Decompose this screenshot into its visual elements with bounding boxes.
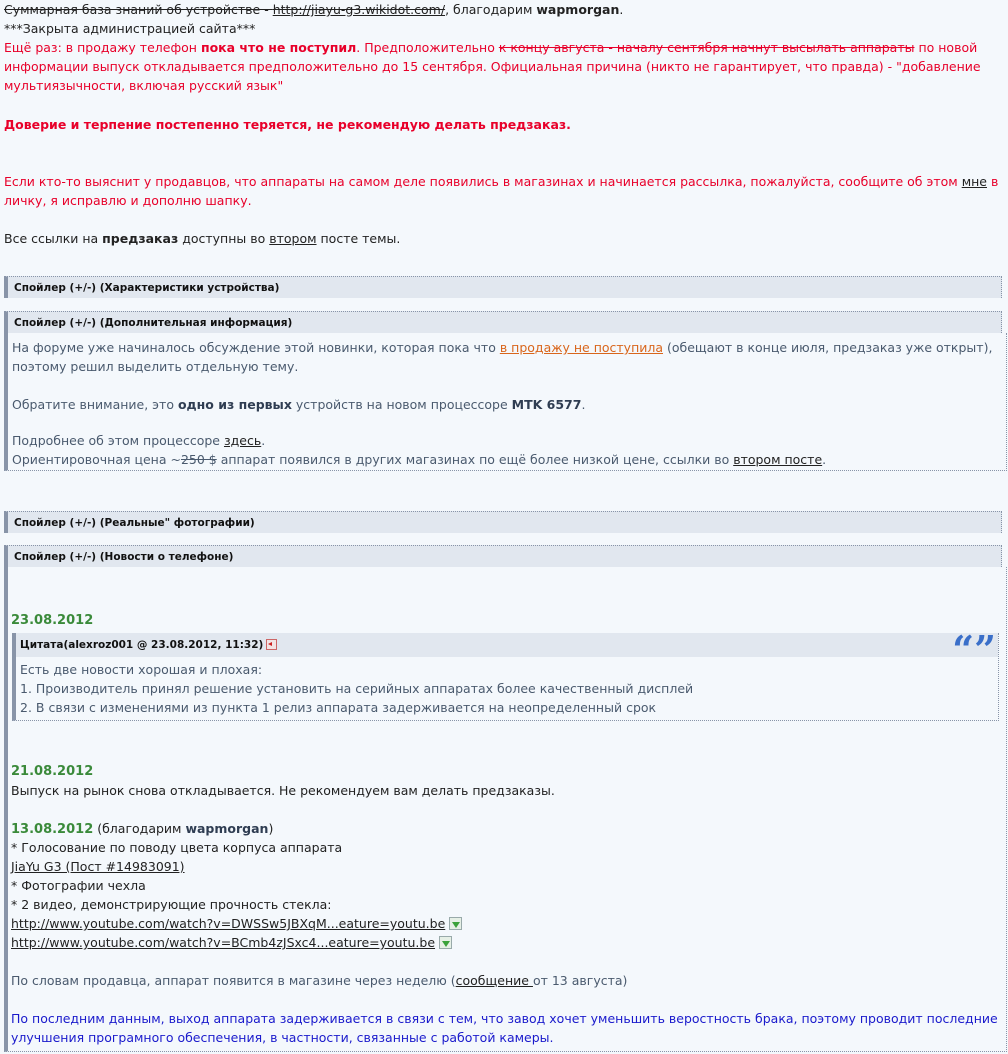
- news-item-1: * Голосование по поводу цвета корпуса аппарата: [11, 840, 343, 855]
- back-arrow-icon[interactable]: [266, 639, 277, 650]
- red-p1-mid: . Предположительно: [356, 40, 499, 55]
- extra-p2-bold: одно из первых: [177, 397, 292, 412]
- quote-author: Цитата(alexroz001 @ 23.08.2012, 11:32): [20, 639, 264, 651]
- extra-p3: [12, 431, 265, 450]
- extra-p3-end: .: [261, 433, 266, 448]
- extra-p3-start: Подробнее об этом процессоре: [12, 433, 224, 448]
- video-1-row: [11, 914, 462, 933]
- kb-line: [4, 0, 623, 19]
- download-arrow-icon[interactable]: [449, 917, 462, 930]
- red-p2-line2: личку, я исправлю и дополню шапку.: [4, 193, 252, 208]
- spoiler-news[interactable]: Спойлер (+/-) (Новости о телефоне): [4, 545, 1002, 567]
- download-arrow-icon[interactable]: [439, 936, 452, 949]
- seller-start: По словам продавца, аппарат появится в магазине через неделю (: [11, 973, 456, 988]
- closed-note: ***Закрыта администрацией сайта***: [4, 21, 256, 36]
- red-p2-link[interactable]: мне: [961, 174, 987, 189]
- extra-p1-end: (обещают в конце июля, предзаказ уже открыт),: [663, 340, 993, 355]
- video-2-row: [11, 933, 452, 952]
- blue-line-1: По последним данным, выход аппарата задерживается в связи с тем, что завод хочет уменьшить веростность брака, поэтому проводит последние: [11, 1011, 998, 1026]
- red-p2-end: в: [986, 174, 999, 189]
- kb-end: .: [619, 2, 624, 17]
- red-p1-bold: пока что не поступил: [200, 40, 357, 55]
- extra-p1-line2: поэтому решил выделить отдельную тему.: [12, 359, 299, 374]
- extra-p1-link[interactable]: в продажу не поступила: [499, 340, 664, 355]
- blue-line-2: улучшения програмного обеспечения, в частности, связанные с работой камеры.: [11, 1030, 554, 1045]
- quote-line-3: 2. В связи с изменениями из пункта 1 релиз аппарата задерживается на неопределенный срок: [20, 700, 657, 715]
- red-p1-start: Ещё раз: в продажу телефон: [4, 40, 201, 55]
- kb-thanks: , благодарим: [445, 2, 537, 17]
- links-line: [4, 229, 400, 248]
- date3-close: ): [268, 821, 274, 836]
- kb-link[interactable]: http://jiayu-g3.wikidot.com/: [272, 2, 446, 17]
- red-p2-start: Если кто-то выяснит у продавцов, что аппараты на самом деле появились в магазинах и начинается рассылка, пожалуйста, сообщите об этом: [4, 174, 962, 189]
- extra-p4-mid: аппарат появился в других магазинах по ещё более низкой цене, ссылки во: [216, 452, 734, 467]
- extra-p2-start: Обратите внимание, это: [12, 397, 178, 412]
- news-date-2-text: Выпуск на рынок снова откладывается. Не рекомендуем вам делать предзаказы.: [11, 783, 555, 798]
- red-p1-line3: мультиязычности, включая русский язык": [4, 78, 284, 93]
- extra-p2-end: .: [581, 397, 586, 412]
- news-date-3-line: [11, 819, 273, 839]
- quote-block: [12, 627, 999, 721]
- spoiler-extra[interactable]: Спойлер (+/-) (Дополнительная информация): [4, 311, 1002, 333]
- links-bold: предзаказ: [102, 231, 179, 246]
- kb-user: wapmorgan: [536, 2, 620, 17]
- extra-p4-link[interactable]: втором посте: [733, 452, 823, 467]
- seller-link[interactable]: сообщение: [455, 973, 533, 988]
- news-date-3: 13.08.2012: [11, 822, 94, 837]
- links-start: Все ссылки на: [4, 231, 103, 246]
- red-notice-1: [4, 38, 999, 95]
- quote-body: [16, 657, 998, 717]
- extra-p2-cpu: MTK 6577: [511, 397, 582, 412]
- news-date-2: 21.08.2012: [11, 764, 94, 779]
- red-bold-warning: Доверие и терпение постепенно теряется, не рекомендую делать предзаказ.: [4, 117, 571, 132]
- video-1-link[interactable]: http://www.youtube.com/watch?v=DWSSw5JBXqM...eature=youtu.be: [11, 916, 446, 931]
- news-date-1: 23.08.2012: [11, 613, 94, 628]
- quote-marks-icon: “”: [952, 627, 996, 672]
- extra-p4-strike: 250 $: [180, 452, 217, 467]
- extra-p2: [12, 395, 585, 414]
- extra-p4-end: .: [822, 452, 827, 467]
- links-link[interactable]: втором: [269, 231, 317, 246]
- extra-p3-link[interactable]: здесь: [223, 433, 262, 448]
- spoiler-specs[interactable]: Спойлер (+/-) (Характеристики устройства): [4, 276, 1002, 298]
- quote-line-2: 1. Производитель принял решение установить на серийных аппаратах более качественный дисплей: [20, 681, 694, 696]
- video-2-link[interactable]: http://www.youtube.com/watch?v=BCmb4zJSxc4...eature=youtu.be: [11, 935, 436, 950]
- extra-p1-start: На форуме уже начиналось обсуждение этой новинки, которая пока что: [12, 340, 500, 355]
- extra-p4: [12, 450, 826, 469]
- red-p1-strike: к концу августа - началу сентября начнут высылать аппараты: [498, 40, 915, 55]
- news-item-1-link[interactable]: JiaYu G3 (Пост #14983091): [11, 859, 185, 874]
- kb-strike: [4, 2, 445, 17]
- news-item-2: * Фотографии чехла: [11, 878, 146, 893]
- extra-p1: [12, 338, 992, 357]
- kb-label: Суммарная база знаний об устройстве -: [4, 2, 273, 17]
- news-item-3: * 2 видео, демонстрирующие прочность стекла:: [11, 897, 332, 912]
- extra-p2-mid: устройств на новом процессоре: [291, 397, 512, 412]
- spoiler-extra-body: [4, 333, 1007, 471]
- links-end: посте темы.: [316, 231, 401, 246]
- red-notice-2: [4, 172, 999, 210]
- date3-user: wapmorgan: [185, 821, 269, 836]
- extra-p4-start: Ориентировочная цена ~: [12, 452, 181, 467]
- links-mid: доступны во: [178, 231, 270, 246]
- red-p1-line2: информации выпуск откладывается предположительно до 15 сентября. Официальная причина (никто не гарантирует, что правда) - "добавление: [4, 59, 981, 74]
- spoiler-photos[interactable]: Спойлер (+/-) (Реальные" фотографии): [4, 511, 1002, 533]
- seller-end: от 13 августа): [532, 973, 628, 988]
- red-p1-end: по новой: [914, 40, 978, 55]
- news-item-1-link-wrap: [11, 857, 185, 876]
- quote-line-1: Есть две новости хорошая и плохая:: [20, 662, 263, 677]
- seller-line: [11, 971, 627, 990]
- date3-thanks: (благодарим: [93, 821, 186, 836]
